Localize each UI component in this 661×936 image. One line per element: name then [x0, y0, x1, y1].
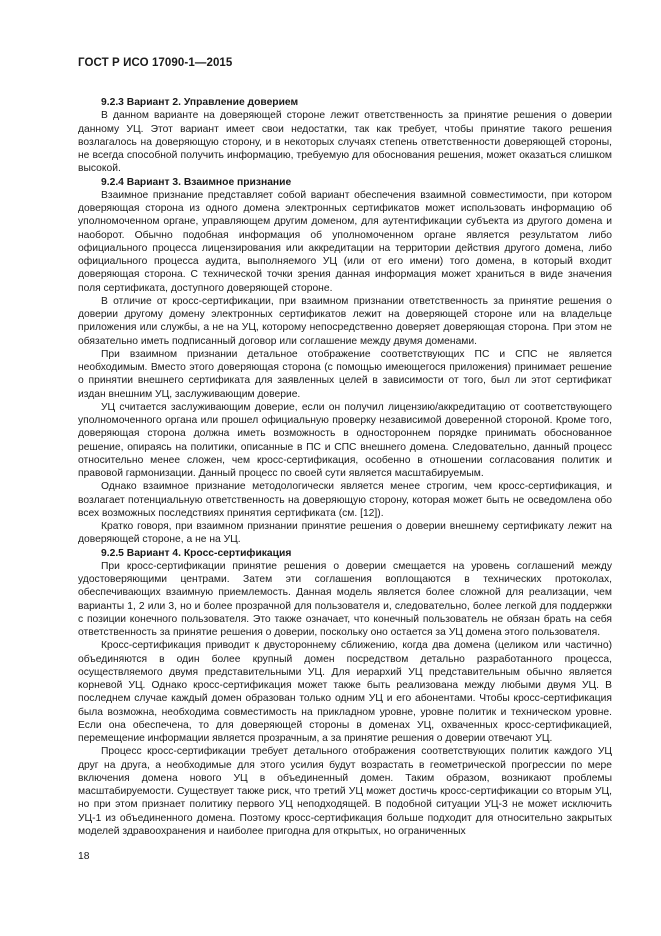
paragraph: При взаимном признании детальное отображение соответствующих ПС и СПС не является необходимым. Вместо этого доверяющая сторона (с помощью имеющегося приложения) принимает решение о принятии внешнего сертификата для заявленных целей в зависимости от того, был ли этот сертификат издан внешним УЦ, заслуживающим доверие. — [78, 348, 612, 400]
section-9-2-3 — [78, 96, 612, 176]
paragraph: Взаимное признание представляет собой вариант обеспечения взаимной совместимости, при котором доверяющая сторона из одного домена электронных сертификатов может использовать информацию об уполномоченном органе, управляющем другим доменом, для аутентификации субъекта из другого домена и наоборот. Обычно подобная информация об уполномоченном органе является результатом либо официального процесса лицензирования или аккредитации на территории действия другого домена, либо официального процесса аудита, выполняемого УЦ (или от его имени) того домена, в который входит доверяющая сторона. С технической точки зрения данная информация может храниться в виде значения поля сертификата, доступного доверяющей стороне. — [78, 189, 612, 294]
document-body — [78, 96, 612, 838]
page-number: 18 — [78, 851, 90, 862]
document-header: ГОСТ Р ИСО 17090-1—2015 — [78, 57, 233, 69]
paragraph: Однако взаимное признание методологически является менее строгим, чем кросс-сертификация, и возлагает потенциальную ответственность на доверяющую сторону, которая может быть не осведомлена обо всех возможных последствиях принятия сертификата (см. [12]). — [78, 481, 612, 519]
section-heading: 9.2.3 Вариант 2. Управление доверием — [101, 97, 299, 108]
paragraph: В отличие от кросс-сертификации, при взаимном признании ответственность за принятие решения о доверии другому домену электронных сертификатов лежит на доверяющей стороне или на владельце приложения или службы, а не на УЦ, которому непосредственно доверяет доверяющая сторона. При этом не обязательно иметь подписанный договор или соглашение между двумя доменами. — [78, 295, 612, 347]
section-9-2-5 — [78, 547, 612, 839]
paragraph: В данном варианте на доверяющей стороне лежит ответственность за принятие решения о доверии данному УЦ. Этот вариант имеет свои недостатки, так как требует, чтобы принятие такого решения возлагалось на доверяющую сторону, и в некоторых случаях степень ответственности доверяющей стороны, не всегда способной получить информацию, требуемую для обоснования решения, может оказаться слишком высокой. — [78, 110, 612, 175]
paragraph: При кросс-сертификации принятие решения о доверии смещается на уровень соглашений между удостоверяющими центрами. Затем эти соглашения воплощаются в технических протоколах, обеспечивающих взаимную приемлемость. Данная модель является более сложной для реализации, чем варианты 1, 2 или 3, но и более прозрачной для пользователя и, следовательно, более легкой для поддержки с позиции конечного пользователя. Это также означает, что конечный пользователь не обязан брать на себя ответственность за принятие решения о доверии, поскольку оно остается за УЦ домена этого пользователя. — [78, 560, 612, 638]
section-9-2-4 — [78, 176, 612, 547]
section-heading: 9.2.5 Вариант 4. Кросс-сертификация — [101, 547, 292, 559]
section-heading: 9.2.4 Вариант 3. Взаимное признание — [101, 176, 292, 188]
paragraph: Кросс-сертификация приводит к двустороннему сближению, когда два домена (целиком или частично) объединяются в один более крупный домен посредством детально разработанного процесса, осуществляемого двумя представительными УЦ. Для иерархий УЦ представительным обычно является корневой УЦ. Однако кросс-сертификация может также быть реализована между любыми двумя УЦ. В последнем случае каждый домен образован только одним УЦ и его абонентами. Чтобы кросс-сертификация была возможна, необходима совместимость на прикладном уровне, уровне политик и техническом уровне. Если она обеспечена, то для доверяющей стороны в доменах УЦ, охваченных кросс-сертификацией, перемещение информации является прозрачным, а за принятие решения о доверии отвечают УЦ. — [78, 640, 612, 744]
paragraph: Процесс кросс-сертификации требует детального отображения соответствующих политик каждого УЦ друг на друга, а необходимые для этого усилия будут возрастать в геометрической прогрессии по мере включения домена нового УЦ в объединенный домен. Таким образом, возникают проблемы масштабируемости. Существует также риск, что третий УЦ может достичь кросс-сертификации со вторым УЦ, но при этом признает политику первого УЦ неподходящей. В подобной ситуации УЦ-3 не может исключить УЦ-1 из объединенного домена. Поэтому кросс-сертификация больше подходит для относительно закрытых моделей здравоохранения и наиболее пригодна для открытых, но ограниченных — [78, 746, 612, 837]
paragraph: Кратко говоря, при взаимном признании принятие решения о доверии внешнему сертификату лежит на доверяющей стороне, а не на УЦ. — [78, 521, 612, 546]
paragraph: УЦ считается заслуживающим доверие, если он получил лицензию/аккредитацию от соответствующего уполномоченного органа или прошел официальную проверку независимой доверенной стороной. Кроме того, доверяющая сторона должна иметь возможность в одностороннем порядке принимать обоснованное решение, опираясь на политики, описанные в ПС и СПС внешнего домена. Следовательно, данный процесс относительно менее сложен, чем кросс-сертификация, особенно в отношении согласования политик и правовой гармонизации. Данный процесс по своей сути является масштабируемым. — [78, 401, 612, 479]
